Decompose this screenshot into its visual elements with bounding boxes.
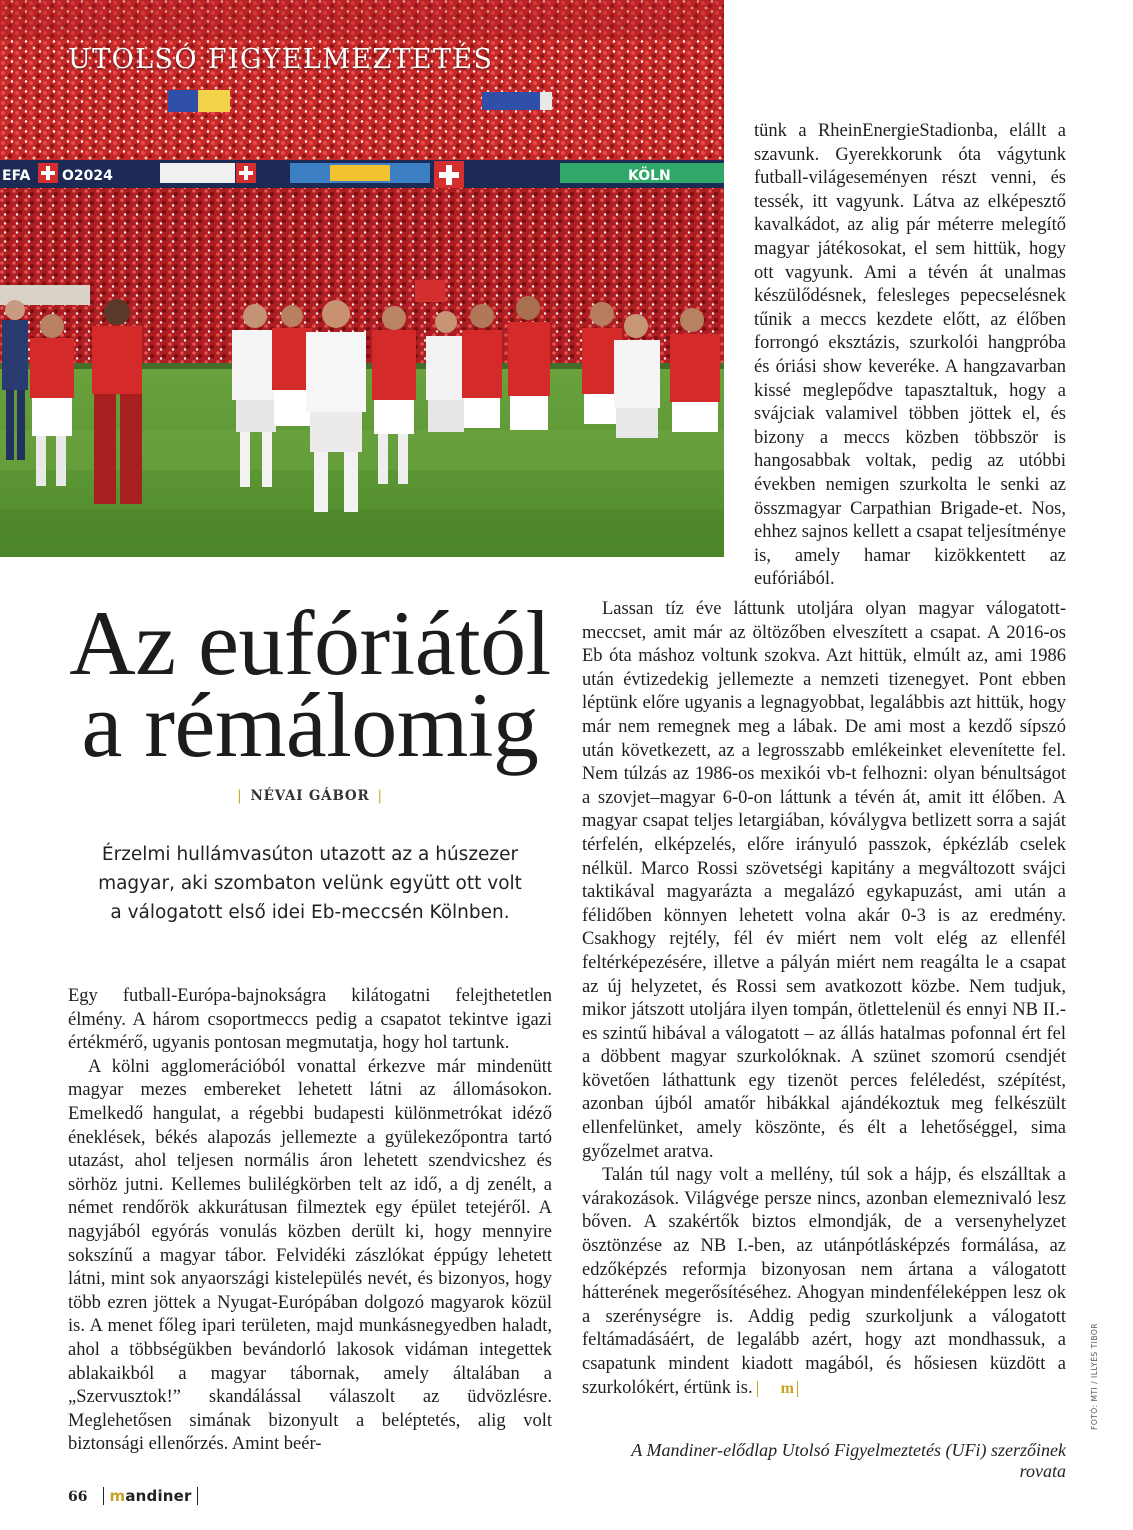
column-footnote: A Mandiner-elődlap Utolsó Figyelmeztetés (UFi) szerzőinek rovata [631, 1440, 1066, 1481]
end-mark-icon: m [757, 1381, 798, 1397]
lead-line-1: Érzelmi hullámvasúton utazott az a húszezer [101, 844, 519, 865]
brand-logo-rest: andiner [125, 1487, 192, 1505]
lead-paragraph [40, 840, 580, 927]
author-name: NÉVAI GÁBOR [250, 788, 370, 804]
stadium-image [0, 0, 724, 557]
body-paragraph: tünk a RheinEnergieStadionba, elállt a szavunk. Gyerekkorunk óta vágytunk futball-világeseményen részt venni, és tessék, itt vagyunk. Látva az elképesztő kavalkádot, az alig pár méterre melegítő magyar játékosokat, el sem hittük, hogy ott vagyunk. Ami a tévén át unalmas készülődésnek, felesleges pepecselésnek tűnik a meccs kezdete előtt, az élőben forrongó eksztázis, szurkolói hangpróba és óriási show keveréke. A hangzavarban kissé meglepődve tapasztaltuk, hogy a svájciak valamivel többen jöttek el, és bizony a meccs közben többször is hangosabbak voltak, pedig az utóbbi években nemigen szurkolta le senki az összmagyar Carpathian Brigade-et. Nos, ehhez sajnos kellett a csapat teljesítménye is, amely hamar kizökkentett az eufóriából. [754, 121, 1066, 590]
photo-credit: FOTÓ: MTI / ILLYÉS TIBOR [1090, 1323, 1099, 1430]
page-footer [68, 1487, 198, 1505]
byline-bar-left: | [237, 788, 243, 804]
body-paragraph: Lassan tíz éve láttunk utoljára olyan magyar válogatott-meccset, amit már az öltözőben elveszített a csapat. A 2016-os Eb óta máshoz voltunk szokva. Azt hittük, elmúlt az, ami 1986 után évtizedekig jellemezte a nemzeti tizenegyet. Pont ebben léptünk előre ugyanis a legnagyobbat, legalábbis azt hittük, hogy már nem remegnek meg a lábak. De ami most a kezdő sípszó után következett, az a legrosszabb emlékeinket elevenítette fel. Nem túlzás az 1986-os mexikói vb-t felhozni: olyan bénultságot a szovjet–magyar 6-0-on láttunk a tévén át, amit itt élőben. A magyar csapat teljes letargiában, kóválygva betlizett sorra a saját térfelén, elképzelés, előre irányuló passzok, épkézláb cselek nélkül. Marco Rossi szövetségi kapitány a megváltozott svájci taktikával magyarázta a megalázó egykapuzást, ami után a félidőben könnyen lehetett volna akár 0-3 is az eredmény. Csakhogy rejtély, fél év miért nem volt elég az ellenfél feltérképezésére, illetve a pályán miért nem reagálta le a csapat az új helyzetet, és Rossi sem avatkozott közbe. Nem tudjuk, mikor játszott utoljára ilyen tompán, ötlettelenül és ennyi NB II.-es szintű hibával a válogatott – az állás hatalmas pofonnal ért fel a döbbent magyar szurkolóknak. A szünet szomorú csendjét követően láthattunk egy tizenöt perces feléledést, szépítést, azonban újból amatőr hibákkal ajándékoztuk meg felkészült ellenfelünket, amely köszönte, és élt a lehetőséggel, sima győzelmet aratva. [582, 599, 1066, 1162]
body-paragraph-closing-text: Talán túl nagy volt a mellény, túl sok a hájp, és elszálltak a várakozások. Világvége persze nincs, azonban elemeznivaló lesz bőven. A szakértők biztos elmondják, de a versenyhelyzet ösztönzése az NB I.-ben, az utánpótlásképzés formálása, az edzőképzés reformja bizonyosan nem ártana a válogatott hátterének megerősítéséhez. Ahogyan mindenféleképpen lesz ok a szerénységre is. Addig pedig szurkoljunk a válogatott feltámadásáért, de legalább azért, hogy azt mondhassuk, a csapatunk mindent kiadott magából, és hősiesen küzdött a szurkolókért, értünk is. [582, 1165, 1066, 1398]
byline-bar-right: | [377, 788, 383, 804]
section-label: UTOLSÓ FIGYELMEZTETÉS [68, 44, 494, 75]
body-column-right-top [754, 120, 1066, 592]
lead-line-3: a válogatott első idei Eb-meccsén Kölnben. [110, 902, 510, 923]
banner-text-left: EFA [2, 168, 31, 184]
brand-logo-m: m [109, 1487, 126, 1505]
body-column-left [68, 985, 552, 1457]
banner-text-mid: O2024 [62, 168, 113, 184]
banner-text-right: KÖLN [628, 168, 671, 184]
body-paragraph: Egy futball-Európa-bajnokságra kilátogatni felejthetetlen élmény. A három csoportmeccs pedig a csapatot tekintve igazi értékmérő, ugyanis pontosan megmutatja, hogy hol tartunk. [68, 986, 552, 1054]
body-paragraph: A kölni agglomerációból vonattal érkezve már mindenütt magyar mezes embereket lehetett látni az állomásokon. Emelkedő hangulat, a régebbi budapesti különmetrókat idéző éneklések, békés alapozás jellemezte a gyülekezőpontra tartó utazást, ahol teljesen normális áron lehetett szendvicshez és sörhöz jutni. Kellemes bulilégkörben telt az idő, a dj zenélt, a német rendőrök akkurátusan filmeztek egy épület tetejéről. A nagyjából egyórás vonulás közben derült ki, hogy mennyire sokszínű a magyar tábor. Felvidéki zászlókat éppúgy lehetett látni, mint sok anyaországi kistelepülés nevét, és bizonyos, hogy több ezren jöttek a Nyugat-Európában dolgozó magyarok közül is. A menet főleg ipari területen, majd munkásnegyedben haladt, ahol a többségükben bevándorló lakosok vidáman integettek ablakaikból a magyar tábornak, amely általában a „Szervusztok!” skandálással válaszolt az üdvözlésre. Meglehetősen simának bizonyult a beléptetés, alig volt biztonsági ellenőrzés. Amint beér- [68, 1056, 552, 1455]
hero-photo [0, 0, 724, 557]
page-number: 66 [68, 1489, 88, 1505]
body-paragraph-closing [582, 1164, 1066, 1400]
headline-line-2: a rémálomig [81, 674, 539, 776]
headline [40, 592, 580, 776]
body-column-right-bottom [582, 598, 1066, 1400]
byline [40, 788, 580, 804]
brand-logo [103, 1487, 197, 1505]
lead-line-2: magyar, aki szombaton velünk együtt ott volt [98, 873, 522, 894]
headline-line-1: Az eufóriától [69, 592, 551, 694]
